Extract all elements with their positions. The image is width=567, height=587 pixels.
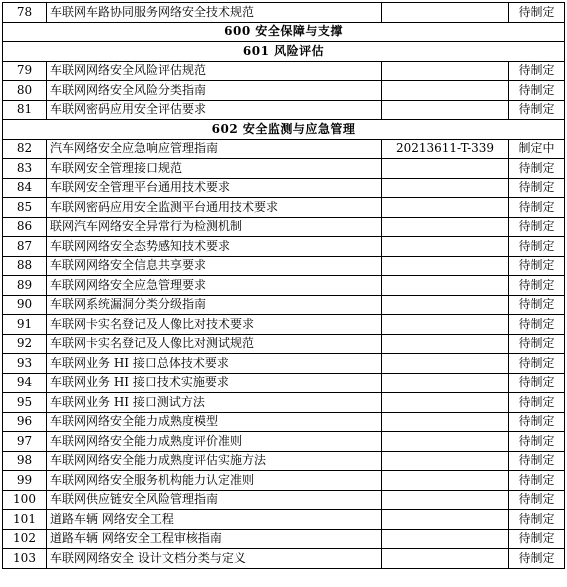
- project-code: [382, 334, 509, 354]
- standard-name: 车联网安全管理平台通用技术要求: [47, 178, 382, 198]
- status-cell: 待制定: [509, 432, 565, 452]
- standard-name: 车联网网络安全风险分类指南: [47, 81, 382, 101]
- standard-name: 车联网网络安全能力成熟度评估实施方法: [47, 451, 382, 471]
- table-row: [3, 100, 565, 120]
- project-code: [382, 315, 509, 335]
- standard-name: 车联网供应链安全风险管理指南: [47, 490, 382, 510]
- status-cell: 待制定: [509, 471, 565, 491]
- table-row: [3, 159, 565, 179]
- standard-name: 车联网卡实名登记及人像比对测试规范: [47, 334, 382, 354]
- standard-name: 车联网网络安全态势感知技术要求: [47, 237, 382, 257]
- section-header-row: [3, 120, 565, 140]
- status-cell: 待制定: [509, 334, 565, 354]
- row-number: 98: [3, 451, 47, 471]
- status-cell: 待制定: [509, 256, 565, 276]
- table-row: [3, 139, 565, 159]
- standard-name: 车联网网络安全能力成熟度模型: [47, 412, 382, 432]
- row-number: 85: [3, 198, 47, 218]
- row-number: 91: [3, 315, 47, 335]
- status-cell: 待制定: [509, 276, 565, 296]
- project-code: [382, 529, 509, 549]
- row-number: 99: [3, 471, 47, 491]
- row-number: 89: [3, 276, 47, 296]
- row-number: 87: [3, 237, 47, 257]
- section-header-row: [3, 22, 565, 42]
- project-code: [382, 198, 509, 218]
- project-code: [382, 3, 509, 23]
- status-cell: 待制定: [509, 159, 565, 179]
- project-code: [382, 373, 509, 393]
- project-code: [382, 549, 509, 569]
- section-title: 600 安全保障与支撑: [3, 22, 565, 42]
- status-cell: 待制定: [509, 315, 565, 335]
- status-cell: 待制定: [509, 412, 565, 432]
- project-code: [382, 295, 509, 315]
- project-code: [382, 354, 509, 374]
- status-cell: 待制定: [509, 549, 565, 569]
- status-cell: 待制定: [509, 178, 565, 198]
- project-code: [382, 412, 509, 432]
- project-code: 20213611-T-339: [382, 139, 509, 159]
- project-code: [382, 256, 509, 276]
- standards-table: [2, 2, 565, 569]
- table-row: [3, 549, 565, 569]
- table-row: [3, 529, 565, 549]
- standard-name: 车联网网络安全应急管理要求: [47, 276, 382, 296]
- project-code: [382, 159, 509, 179]
- standard-name: 汽车网络安全应急响应管理指南: [47, 139, 382, 159]
- row-number: 94: [3, 373, 47, 393]
- row-number: 97: [3, 432, 47, 452]
- section-header-row: [3, 42, 565, 62]
- standard-name: 车联网业务 HI 接口测试方法: [47, 393, 382, 413]
- table-row: [3, 490, 565, 510]
- standard-name: 联网汽车网络安全异常行为检测机制: [47, 217, 382, 237]
- project-code: [382, 510, 509, 530]
- status-cell: 待制定: [509, 100, 565, 120]
- table-row: [3, 334, 565, 354]
- project-code: [382, 276, 509, 296]
- status-cell: 待制定: [509, 451, 565, 471]
- project-code: [382, 393, 509, 413]
- project-code: [382, 217, 509, 237]
- standard-name: 车联网网络安全能力成熟度评价准则: [47, 432, 382, 452]
- row-number: 86: [3, 217, 47, 237]
- standard-name: 车联网业务 HI 接口总体技术要求: [47, 354, 382, 374]
- table-row: [3, 178, 565, 198]
- project-code: [382, 61, 509, 81]
- table-row: [3, 471, 565, 491]
- status-cell: 待制定: [509, 237, 565, 257]
- section-title: 602 安全监测与应急管理: [3, 120, 565, 140]
- project-code: [382, 178, 509, 198]
- project-code: [382, 81, 509, 101]
- status-cell: 待制定: [509, 393, 565, 413]
- standard-name: 车联网密码应用安全监测平台通用技术要求: [47, 198, 382, 218]
- table-row: [3, 393, 565, 413]
- table-row: [3, 432, 565, 452]
- row-number: 103: [3, 549, 47, 569]
- status-cell: 待制定: [509, 490, 565, 510]
- row-number: 78: [3, 3, 47, 23]
- status-cell: 待制定: [509, 354, 565, 374]
- status-cell: 制定中: [509, 139, 565, 159]
- table-row: [3, 276, 565, 296]
- project-code: [382, 100, 509, 120]
- table-row: [3, 451, 565, 471]
- status-cell: 待制定: [509, 373, 565, 393]
- standard-name: 车联网密码应用安全评估要求: [47, 100, 382, 120]
- table-row: [3, 237, 565, 257]
- table-row: [3, 3, 565, 23]
- table-row: [3, 61, 565, 81]
- row-number: 93: [3, 354, 47, 374]
- standard-name: 车联网网络安全风险评估规范: [47, 61, 382, 81]
- row-number: 84: [3, 178, 47, 198]
- standard-name: 车联网安全管理接口规范: [47, 159, 382, 179]
- project-code: [382, 237, 509, 257]
- standards-table-body: [3, 3, 565, 569]
- table-row: [3, 510, 565, 530]
- project-code: [382, 471, 509, 491]
- standard-name: 车联网车路协同服务网络安全技术规范: [47, 3, 382, 23]
- row-number: 79: [3, 61, 47, 81]
- standard-name: 车联网网络安全 设计文档分类与定义: [47, 549, 382, 569]
- row-number: 100: [3, 490, 47, 510]
- status-cell: 待制定: [509, 3, 565, 23]
- standard-name: 道路车辆 网络安全工程审核指南: [47, 529, 382, 549]
- row-number: 102: [3, 529, 47, 549]
- status-cell: 待制定: [509, 529, 565, 549]
- row-number: 81: [3, 100, 47, 120]
- row-number: 83: [3, 159, 47, 179]
- standard-name: 车联网业务 HI 接口技术实施要求: [47, 373, 382, 393]
- project-code: [382, 490, 509, 510]
- standard-name: 车联网卡实名登记及人像比对技术要求: [47, 315, 382, 335]
- status-cell: 待制定: [509, 61, 565, 81]
- table-row: [3, 256, 565, 276]
- table-row: [3, 81, 565, 101]
- status-cell: 待制定: [509, 217, 565, 237]
- section-title: 601 风险评估: [3, 42, 565, 62]
- row-number: 88: [3, 256, 47, 276]
- table-row: [3, 217, 565, 237]
- row-number: 95: [3, 393, 47, 413]
- standard-name: 车联网系统漏洞分类分级指南: [47, 295, 382, 315]
- standard-name: 车联网网络安全信息共享要求: [47, 256, 382, 276]
- row-number: 80: [3, 81, 47, 101]
- table-row: [3, 373, 565, 393]
- project-code: [382, 432, 509, 452]
- table-row: [3, 315, 565, 335]
- row-number: 92: [3, 334, 47, 354]
- row-number: 101: [3, 510, 47, 530]
- row-number: 82: [3, 139, 47, 159]
- status-cell: 待制定: [509, 510, 565, 530]
- table-row: [3, 295, 565, 315]
- row-number: 96: [3, 412, 47, 432]
- table-row: [3, 198, 565, 218]
- status-cell: 待制定: [509, 198, 565, 218]
- project-code: [382, 451, 509, 471]
- standard-name: 道路车辆 网络安全工程: [47, 510, 382, 530]
- status-cell: 待制定: [509, 81, 565, 101]
- table-row: [3, 412, 565, 432]
- row-number: 90: [3, 295, 47, 315]
- table-row: [3, 354, 565, 374]
- status-cell: 待制定: [509, 295, 565, 315]
- standard-name: 车联网网络安全服务机构能力认定准则: [47, 471, 382, 491]
